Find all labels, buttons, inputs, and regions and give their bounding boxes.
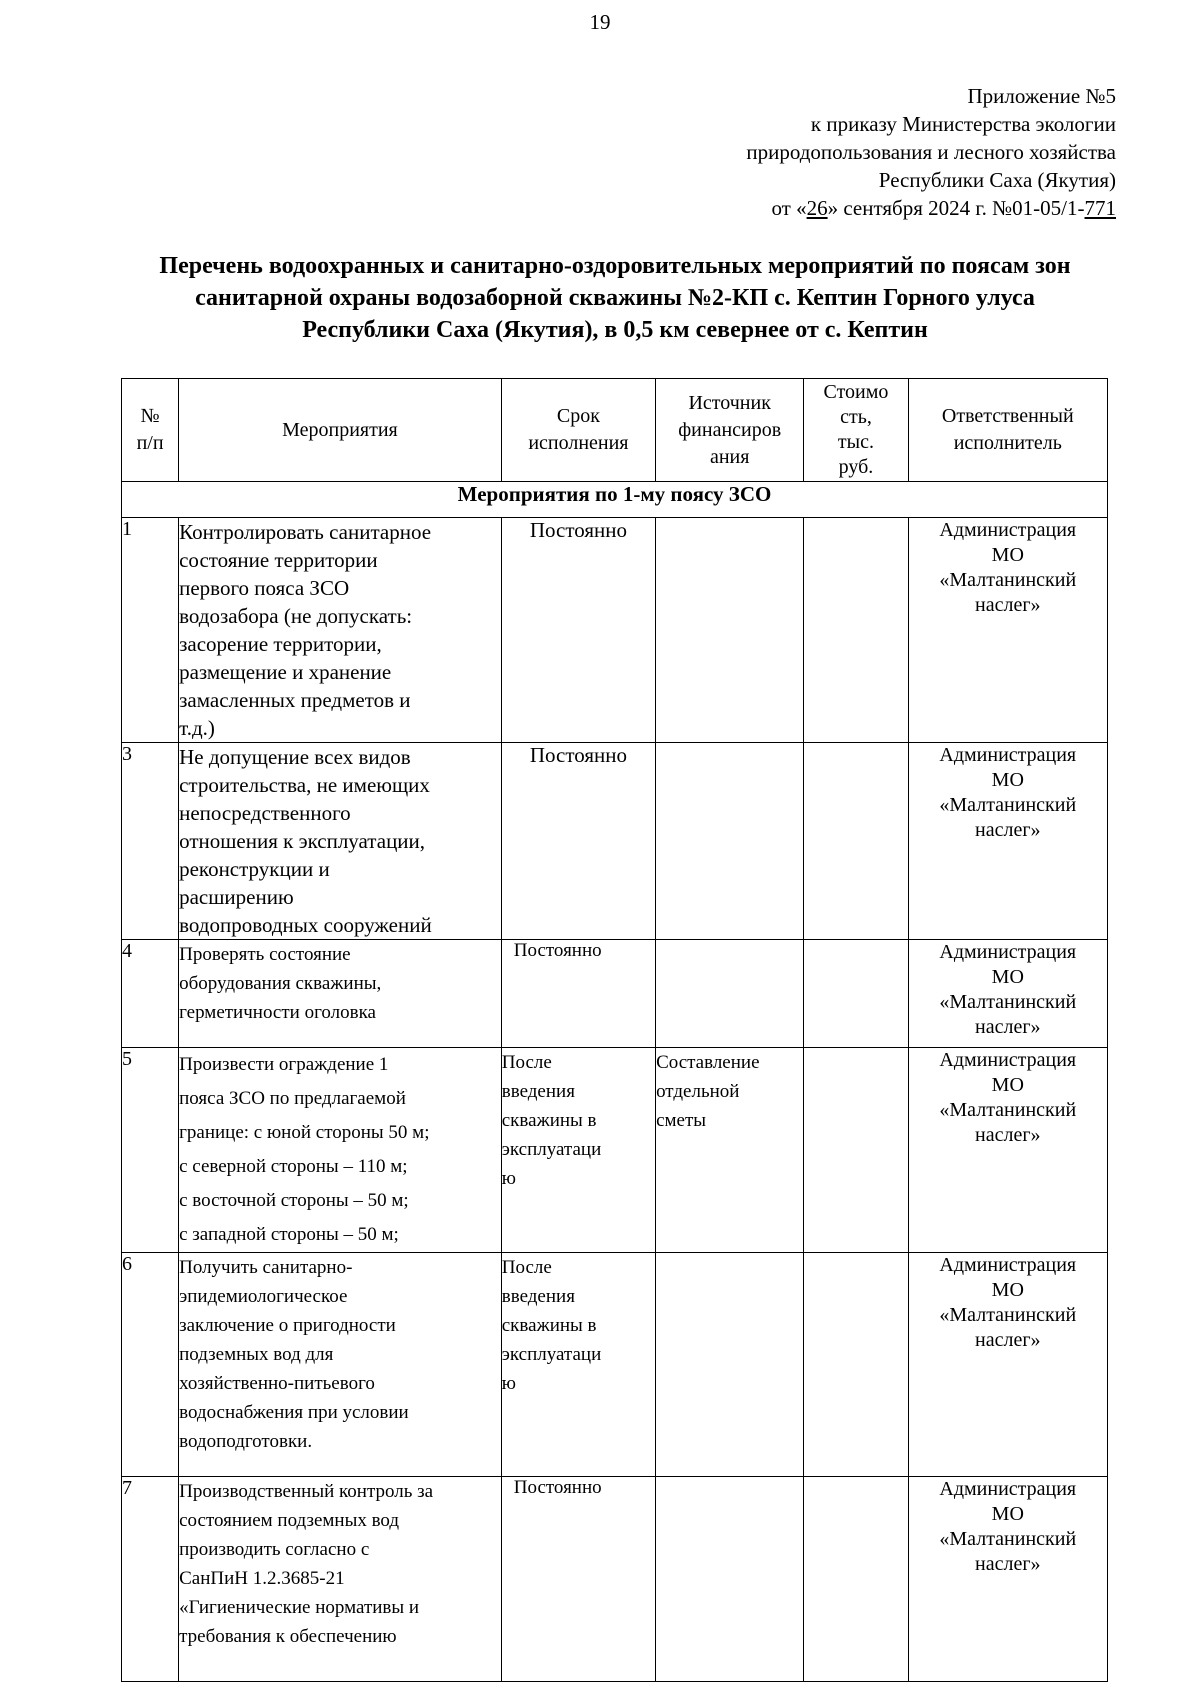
row-funding-source <box>656 743 804 940</box>
table-row <box>122 518 1108 743</box>
row-activity: Произвести ограждение 1 пояса ЗСО по предлагаемой границе: с юной стороны 50 м; с северной стороны – 110 м; с восточной стороны – 50 м; с западной стороны – 50 м; <box>179 1048 502 1253</box>
header-funding-source: Источник финансиров ания <box>656 379 804 482</box>
appendix-line: Республики Саха (Якутия) <box>878 168 1116 192</box>
row-funding-source <box>656 940 804 1048</box>
header-activity: Мероприятия <box>179 379 502 482</box>
row-cost <box>804 940 908 1048</box>
row-activity: Производственный контроль за состоянием подземных вод производить согласно с СанПиН 1.2.3685-21 «Гигиенические нормативы и требования к обеспечению <box>179 1477 502 1682</box>
row-term: Постоянно <box>501 1477 655 1682</box>
title-line: санитарной охраны водозаборной скважины №2-КП с. Кептин Горного улуса <box>195 285 1035 311</box>
row-responsible: Администрация МО «Малтанинский наслег» <box>908 1048 1107 1253</box>
table-row <box>122 1048 1108 1253</box>
row-number: 3 <box>122 743 179 940</box>
order-date <box>746 194 1116 222</box>
row-responsible: Администрация МО «Малтанинский наслег» <box>908 518 1107 743</box>
row-number: 6 <box>122 1253 179 1477</box>
appendix-line: Приложение №5 <box>967 84 1116 108</box>
row-term: После введения скважины в эксплуатаци ю <box>501 1048 655 1253</box>
row-number: 1 <box>122 518 179 743</box>
appendix-header <box>746 82 1116 222</box>
row-funding-source <box>656 1253 804 1477</box>
row-responsible: Администрация МО «Малтанинский наслег» <box>908 1253 1107 1477</box>
row-number: 5 <box>122 1048 179 1253</box>
row-cost <box>804 1048 908 1253</box>
table-row <box>122 1253 1108 1477</box>
row-activity: Контролировать санитарное состояние территории первого пояса ЗСО водозабора (не допускать: засорение территории, размещение и хранение замасленных предметов и т.д.) <box>179 518 502 743</box>
order-number: 771 <box>1084 196 1116 220</box>
table-row <box>122 940 1108 1048</box>
row-term: Постоянно <box>501 940 655 1048</box>
document-title <box>60 250 1170 346</box>
date-middle: » сентября 2024 г. №01-05/1- <box>827 196 1085 220</box>
table-row <box>122 743 1108 940</box>
row-activity: Проверять состояние оборудования скважины, герметичности оголовка <box>179 940 502 1048</box>
row-cost <box>804 743 908 940</box>
title-line: Перечень водоохранных и санитарно-оздоровительных мероприятий по поясам зон <box>159 253 1071 279</box>
row-responsible: Администрация МО «Малтанинский наслег» <box>908 743 1107 940</box>
date-day: 26 <box>806 196 828 220</box>
row-activity: Получить санитарно- эпидемиологическое заключение о пригодности подземных вод для хозяйственно-питьевого водоснабжения при условии водоподготовки. <box>179 1253 502 1477</box>
row-funding-source <box>656 1477 804 1682</box>
header-responsible: Ответственный исполнитель <box>908 379 1107 482</box>
row-funding-source <box>656 518 804 743</box>
row-cost <box>804 1477 908 1682</box>
section-row <box>122 482 1108 518</box>
header-number: № п/п <box>122 379 179 482</box>
row-number: 4 <box>122 940 179 1048</box>
row-term: Постоянно <box>501 518 655 743</box>
row-responsible: Администрация МО «Малтанинский наслег» <box>908 940 1107 1048</box>
row-responsible: Администрация МО «Малтанинский наслег» <box>908 1477 1107 1682</box>
row-activity: Не допущение всех видов строительства, не имеющих непосредственного отношения к эксплуатации, реконструкции и расширению водопроводных сооружений <box>179 743 502 940</box>
row-term: Постоянно <box>501 743 655 940</box>
appendix-line: к приказу Министерства экологии <box>810 112 1116 136</box>
row-cost <box>804 518 908 743</box>
title-line: Республики Саха (Якутия), в 0,5 км севернее от с. Кептин <box>302 317 928 343</box>
row-term: После введения скважины в эксплуатаци ю <box>501 1253 655 1477</box>
row-number: 7 <box>122 1477 179 1682</box>
date-prefix: от « <box>771 196 807 220</box>
header-term: Срок исполнения <box>501 379 655 482</box>
table-row <box>122 1477 1108 1682</box>
row-cost <box>804 1253 908 1477</box>
appendix-line: природопользования и лесного хозяйства <box>746 140 1116 164</box>
measures-table <box>121 378 1108 1682</box>
table-header-row <box>122 379 1108 482</box>
header-cost: Стоимо сть, тыс. руб. <box>804 379 908 482</box>
row-funding-source: Составление отдельной сметы <box>656 1048 804 1253</box>
section-title: Мероприятия по 1-му поясу ЗСО <box>122 482 1108 518</box>
page-number: 19 <box>589 10 611 34</box>
